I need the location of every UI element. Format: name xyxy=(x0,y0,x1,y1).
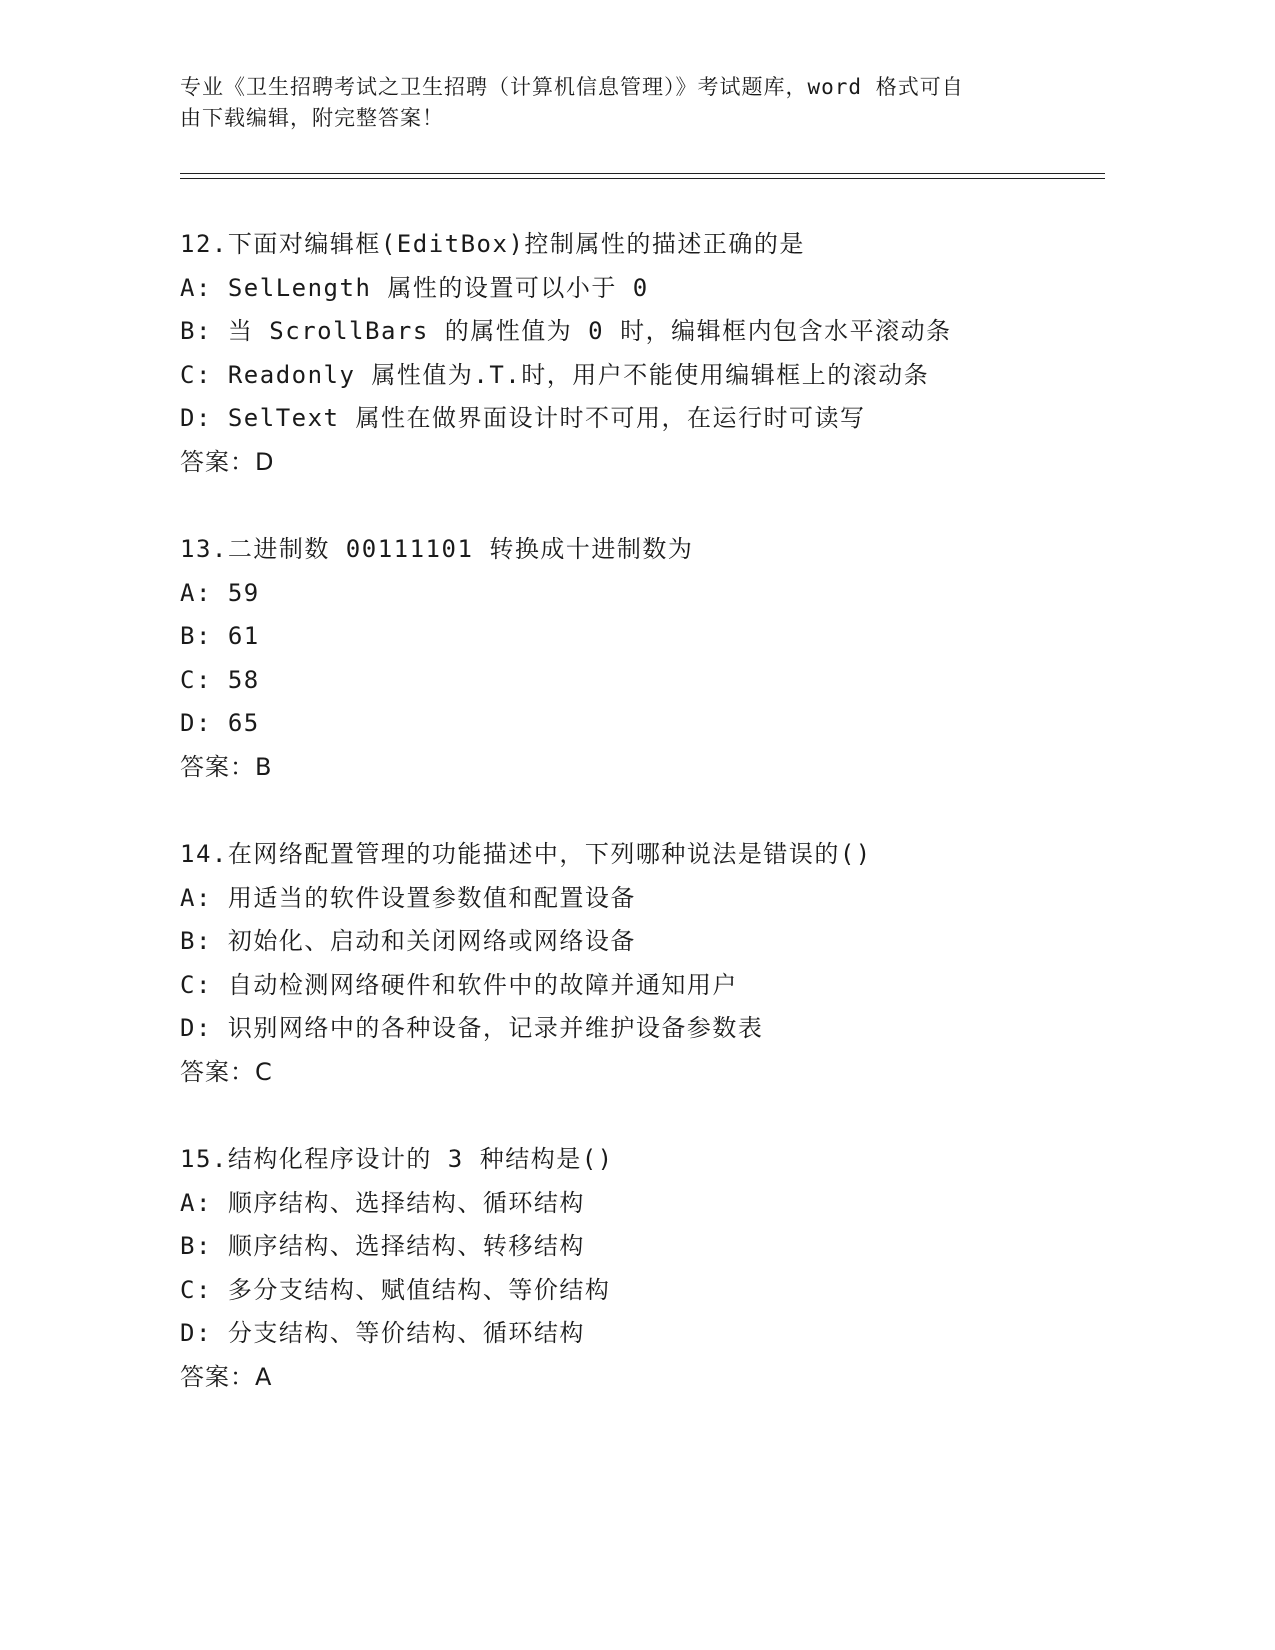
question-stem: 13.二进制数 00111101 转换成十进制数为 xyxy=(180,535,694,563)
header-divider-top xyxy=(180,173,1105,174)
option-b: B: 当 ScrollBars 的属性值为 0 时，编辑框内包含水平滚动条 xyxy=(180,317,952,346)
option-c: C: 多分支结构、赋值结构、等价结构 xyxy=(180,1275,611,1304)
header-line-2: 由下载编辑，附完整答案！ xyxy=(180,106,444,130)
option-d: D: 识别网络中的各种设备，记录并维护设备参数表 xyxy=(180,1014,764,1043)
question-15 xyxy=(180,1138,1180,1400)
question-stem: 14.在网络配置管理的功能描述中，下列哪种说法是错误的() xyxy=(180,840,872,868)
option-d: D: 65 xyxy=(180,709,260,738)
option-a: A: SelLength 属性的设置可以小于 0 xyxy=(180,273,649,302)
answer: 答案：C xyxy=(180,1057,273,1086)
question-14 xyxy=(180,833,1180,1095)
question-12 xyxy=(180,223,1180,485)
option-b: B: 61 xyxy=(180,622,260,651)
option-a: A: 顺序结构、选择结构、循环结构 xyxy=(180,1188,585,1217)
option-b: B: 顺序结构、选择结构、转移结构 xyxy=(180,1232,585,1261)
answer: 答案：B xyxy=(180,752,273,781)
option-c: C: Readonly 属性值为.T.时，用户不能使用编辑框上的滚动条 xyxy=(180,360,930,389)
question-stem: 15.结构化程序设计的 3 种结构是() xyxy=(180,1145,614,1173)
option-b: B: 初始化、启动和关闭网络或网络设备 xyxy=(180,927,636,956)
option-a: A: 用适当的软件设置参数值和配置设备 xyxy=(180,883,636,912)
answer: 答案：D xyxy=(180,447,275,476)
option-c: C: 58 xyxy=(180,665,260,694)
option-c: C: 自动检测网络硬件和软件中的故障并通知用户 xyxy=(180,970,738,999)
option-d: D: 分支结构、等价结构、循环结构 xyxy=(180,1319,585,1348)
document-header xyxy=(180,72,1060,134)
answer: 答案：A xyxy=(180,1362,273,1391)
option-a: A: 59 xyxy=(180,578,260,607)
header-line-1: 专业《卫生招聘考试之卫生招聘（计算机信息管理）》考试题库，word 格式可自 xyxy=(180,75,964,99)
option-d: D: SelText 属性在做界面设计时不可用，在运行时可读写 xyxy=(180,404,866,433)
question-stem: 12.下面对编辑框(EditBox)控制属性的描述正确的是 xyxy=(180,230,805,258)
header-divider-bottom xyxy=(180,178,1105,179)
question-13 xyxy=(180,528,1180,790)
